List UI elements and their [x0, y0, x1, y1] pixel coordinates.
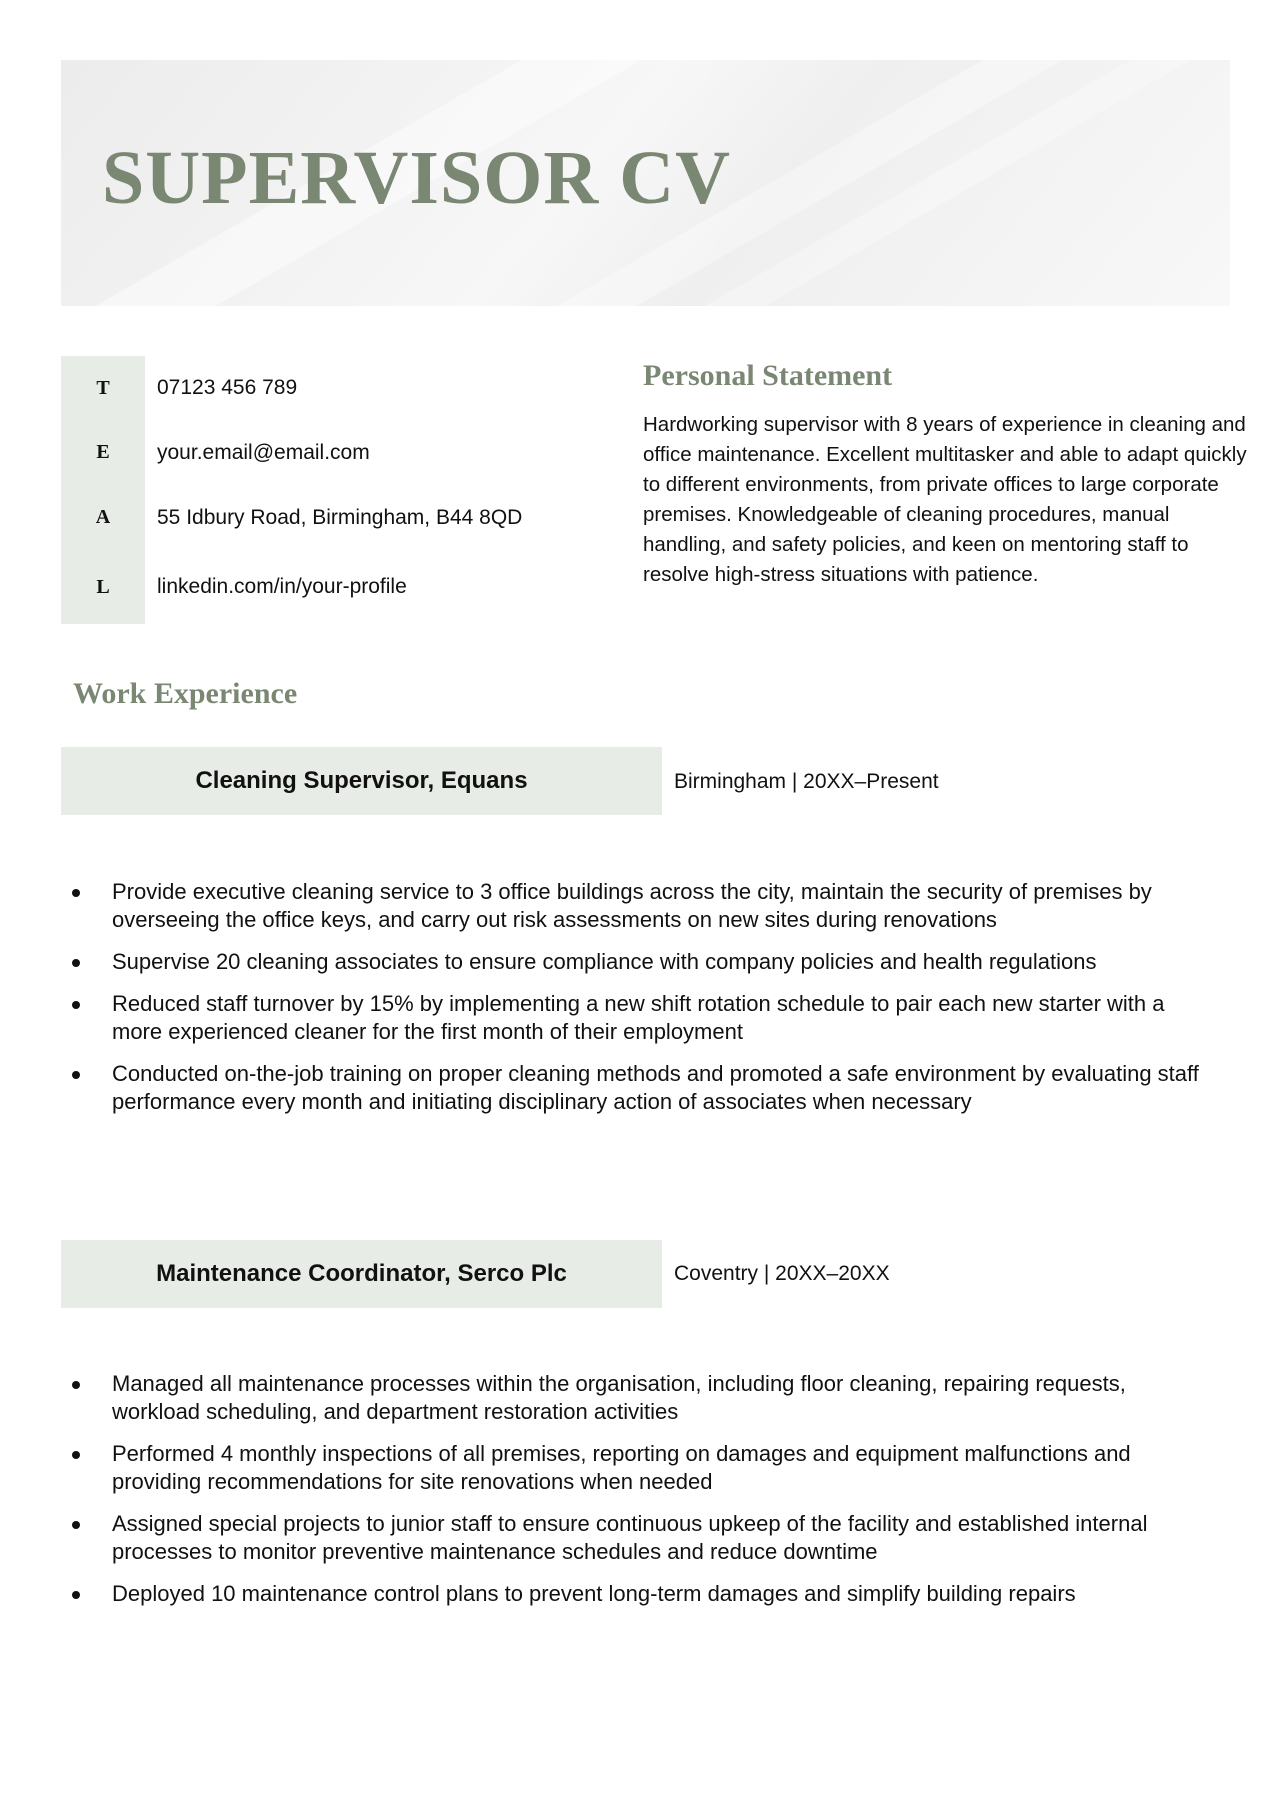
bullet-text: Assigned special projects to junior staff to ensure continuous upkeep of the facility and established internal processes to monitor preventive maintenance schedules and reduce downtime	[112, 1511, 1148, 1564]
bullet-text: Managed all maintenance processes within the organisation, including floor cleaning, repairing requests, workload scheduling, and department restoration activities	[112, 1371, 1126, 1424]
contact-row-phone	[61, 356, 522, 420]
work-experience-heading: Work Experience	[73, 677, 298, 710]
bullet-text: Reduced staff turnover by 15% by implementing a new shift rotation schedule to pair each new starter with a more experienced cleaner for the first month of their employment	[112, 991, 1165, 1044]
bullet-text: Provide executive cleaning service to 3 office buildings across the city, maintain the security of premises by overseeing the office keys, and carry out risk assessments on new sites during renovations	[112, 879, 1152, 932]
bullet-text: Performed 4 monthly inspections of all premises, reporting on damages and equipment malfunctions and providing recommendations for site renovations when needed	[112, 1441, 1131, 1494]
postal-address: 55 Idbury Road, Birmingham, B44 8QD	[157, 505, 523, 529]
contact-details	[61, 356, 522, 624]
bullet-icon	[72, 1001, 80, 1009]
list-item	[72, 1060, 1212, 1116]
bullet-icon	[72, 959, 80, 967]
list-item	[72, 1370, 1212, 1426]
personal-statement-text: Hardworking supervisor with 8 years of experience in cleaning and office maintenance. Excellent multitasker and able to adapt quickly to different environments, from private offices to large corporate premises. Knowledgeable of cleaning procedures, manual handling, and safety policies, and keen on mentoring staff to resolve high-stress situations with patience.	[643, 413, 1247, 586]
job-header-bar	[61, 747, 662, 815]
list-item	[72, 990, 1212, 1046]
job-title: Maintenance Coordinator, Serco Plc	[156, 1260, 567, 1287]
list-item	[72, 878, 1212, 934]
cv-title: SUPERVISOR CV	[102, 136, 731, 220]
email-address: your.email@email.com	[157, 440, 370, 464]
job-header-bar	[61, 1240, 662, 1308]
phone-number: 07123 456 789	[157, 376, 298, 399]
list-item	[72, 1580, 1212, 1608]
contact-key-phone: T	[61, 356, 145, 420]
contact-row-linkedin	[61, 550, 522, 624]
contact-row-email	[61, 420, 522, 485]
contact-key-address: A	[61, 485, 145, 550]
list-item	[72, 1440, 1212, 1496]
contact-key-linkedin: L	[61, 550, 145, 624]
job-location-dates: Coventry | 20XX–20XX	[674, 1262, 890, 1285]
list-item	[72, 1510, 1212, 1566]
bullet-icon	[72, 1451, 80, 1459]
bullet-text: Supervise 20 cleaning associates to ensure compliance with company policies and health regulations	[112, 949, 1097, 974]
contact-row-address	[61, 485, 522, 550]
personal-statement-heading: Personal Statement	[643, 359, 893, 392]
bullet-icon	[72, 1071, 80, 1079]
bullet-text: Conducted on-the-job training on proper cleaning methods and promoted a safe environment by evaluating staff performance every month and initiating disciplinary action of associates when necessary	[112, 1061, 1199, 1114]
job-bullet-list	[72, 878, 1212, 1130]
bullet-icon	[72, 889, 80, 897]
bullet-icon	[72, 1381, 80, 1389]
job-location-dates: Birmingham | 20XX–Present	[674, 770, 939, 793]
job-bullet-list	[72, 1370, 1212, 1622]
bullet-icon	[72, 1591, 80, 1599]
contact-key-email: E	[61, 420, 145, 485]
linkedin-url: linkedin.com/in/your-profile	[157, 575, 407, 598]
job-title: Cleaning Supervisor, Equans	[195, 767, 528, 794]
bullet-icon	[72, 1521, 80, 1529]
list-item	[72, 948, 1212, 976]
bullet-text: Deployed 10 maintenance control plans to prevent long-term damages and simplify building repairs	[112, 1581, 1076, 1606]
